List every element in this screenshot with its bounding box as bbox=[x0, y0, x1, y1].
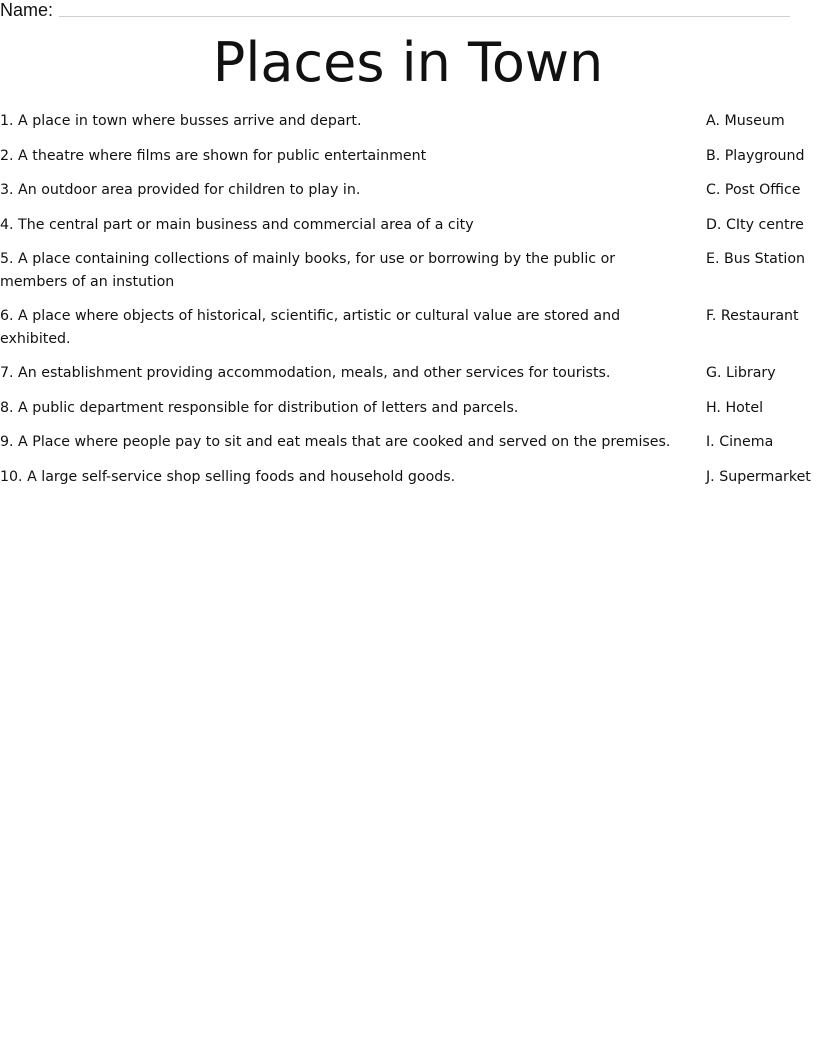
answer-option: D. CIty centre bbox=[706, 216, 804, 233]
name-row bbox=[0, 0, 790, 20]
clue-text: 1. A place in town where busses arrive and depart. bbox=[0, 113, 362, 129]
answer-option: G. Library bbox=[706, 365, 776, 381]
matching-list bbox=[0, 110, 816, 500]
clue-text: 7. An establishment providing accommodation, meals, and other services for tourists. bbox=[0, 365, 611, 381]
clue-text: 8. A public department responsible for distribution of letters and parcels. bbox=[0, 399, 519, 416]
answer-option: J. Supermarket bbox=[706, 468, 811, 485]
answer-option: C. Post Office bbox=[706, 182, 801, 198]
list-item bbox=[0, 431, 816, 454]
clue-text: 9. A Place where people pay to sit and eat meals that are cooked and served on the premises. bbox=[0, 434, 671, 450]
list-item bbox=[0, 248, 816, 293]
answer-option: H. Hotel bbox=[706, 399, 764, 416]
list-item bbox=[0, 214, 816, 237]
clue-text: 6. A place where objects of historical, scientific, artistic or cultural value are stored and exhibited. bbox=[0, 308, 621, 347]
list-item bbox=[0, 305, 816, 350]
clue-text: 4. The central part or main business and commercial area of a city bbox=[0, 216, 474, 233]
answer-option: F. Restaurant bbox=[706, 308, 799, 324]
page-title: Places in Town bbox=[212, 31, 604, 94]
name-label: Name: bbox=[0, 0, 54, 20]
list-item bbox=[0, 179, 816, 202]
list-item bbox=[0, 362, 816, 385]
clue-text: 2. A theatre where films are shown for public entertainment bbox=[0, 147, 427, 164]
answer-option: B. Playground bbox=[706, 147, 805, 164]
clue-text: 10. A large self-service shop selling foods and household goods. bbox=[0, 468, 456, 485]
list-item bbox=[0, 397, 816, 420]
answer-option: A. Museum bbox=[706, 113, 785, 129]
list-item bbox=[0, 466, 816, 489]
clue-text: 3. An outdoor area provided for children to play in. bbox=[0, 182, 361, 198]
answer-option: E. Bus Station bbox=[706, 251, 806, 267]
clue-text: 5. A place containing collections of mainly books, for use or borrowing by the public or members of an instution bbox=[0, 251, 616, 290]
list-item bbox=[0, 145, 816, 168]
answer-option: I. Cinema bbox=[706, 434, 774, 450]
list-item bbox=[0, 110, 816, 133]
name-line[interactable] bbox=[59, 16, 790, 17]
